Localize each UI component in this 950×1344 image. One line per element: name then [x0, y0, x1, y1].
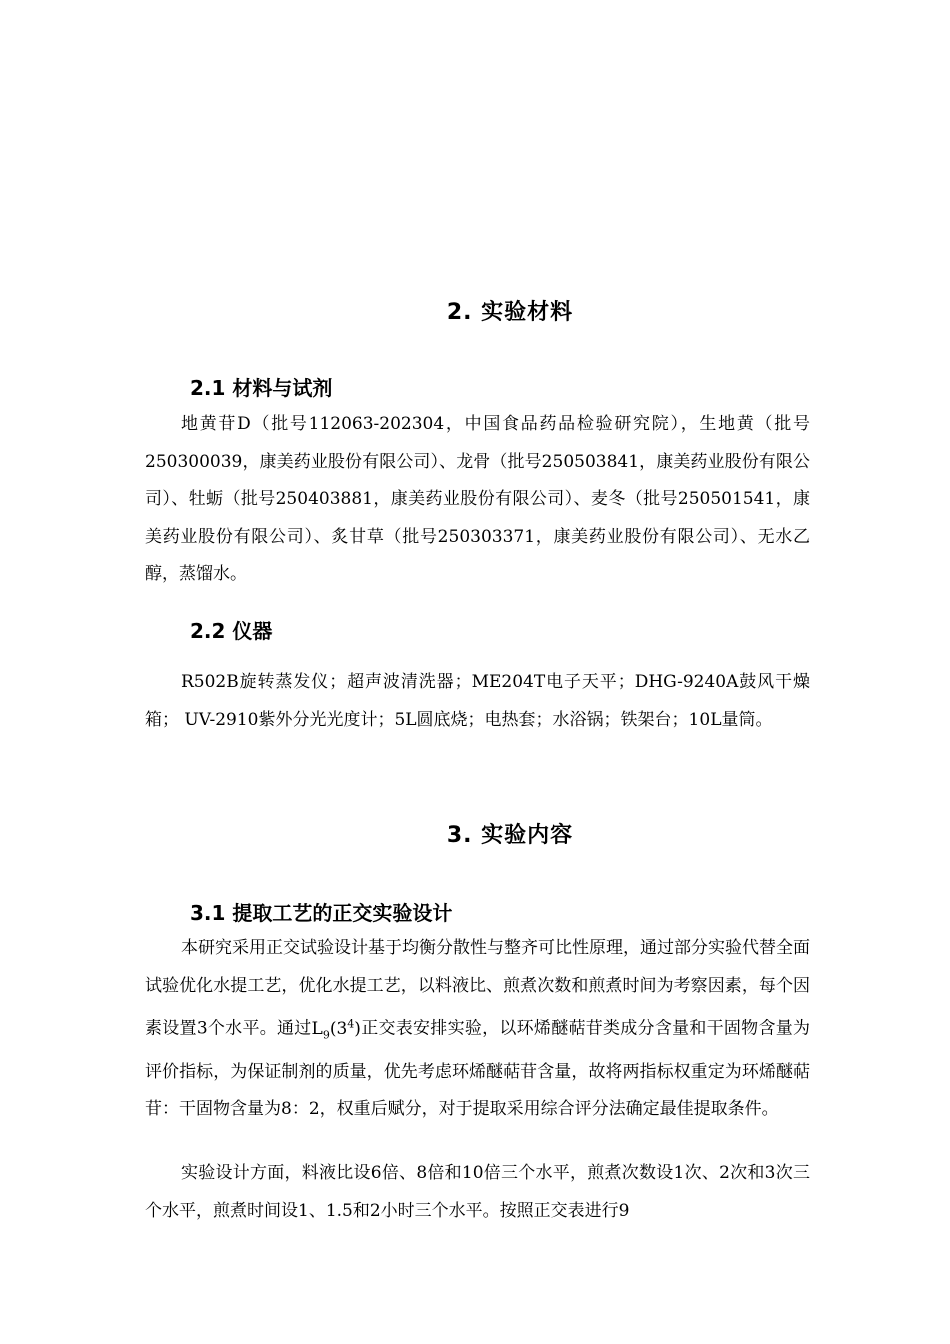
section-3-1-title: 3.1 提取工艺的正交实验设计 — [190, 901, 453, 925]
paragraph-text: 本研究采用正交试验设计基于均衡分散性与整齐可比性原理，通过部分实验代替全面试验优化水提工艺，优化水提工艺，以料液比、煎煮次数和煎煮时间为考察因素，每个因素设置3个水平。通过 — [145, 938, 810, 1039]
section-2-1-title: 2.1 材料与试剂 — [190, 376, 333, 400]
section-2-2-paragraph: R502B旋转蒸发仪；超声波清洗器；ME204T电子天平；DHG-9240A鼓风干燥箱； UV-2910紫外分光光度计；5L圆底烧；电热套；水浴锅；铁架台；10L量筒。 — [145, 672, 810, 730]
section-3-1-paragraph-1 — [145, 930, 810, 1129]
section-3-1-paragraph-2: 实验设计方面，料液比设6倍、8倍和10倍三个水平，煎煮次数设1次、2次和3次三个水平，煎煮时间设1、1.5和2小时三个水平。按照正交表进行9 — [145, 1163, 810, 1221]
orthogonal-table-notation: $L_9(3^4)$ — [311, 1017, 361, 1042]
section-2-2-title: 2.2 仪器 — [190, 619, 273, 643]
section-2-1-paragraph: 地黄苷D（批号112063-202304，中国食品药品检验研究院），生地黄（批号250300039，康美药业股份有限公司）、龙骨（批号250503841，康美药业股份有限公司）、牡蛎（批号250403881，康美药业股份有限公司）、麦冬（批号250501541，康美药业股份有限公司）、炙甘草（批号250303371，康美药业股份有限公司）、无水乙醇，蒸馏水。 — [145, 414, 810, 584]
paragraph-text: 正交表安排实验，以环烯醚萜苷类成分含量和干固物含量为评价指标，为保证制剂的质量，优先考虑环烯醚萜苷含量，故将两指标权重定为环烯醚萜苷：干固物含量为8：2，权重后赋分，对于提取采用综合评分法确定最佳提取条件。 — [145, 1018, 811, 1120]
section-3-title: 3. 实验内容 — [446, 823, 574, 848]
section-2-title: 2. 实验材料 — [446, 300, 574, 325]
